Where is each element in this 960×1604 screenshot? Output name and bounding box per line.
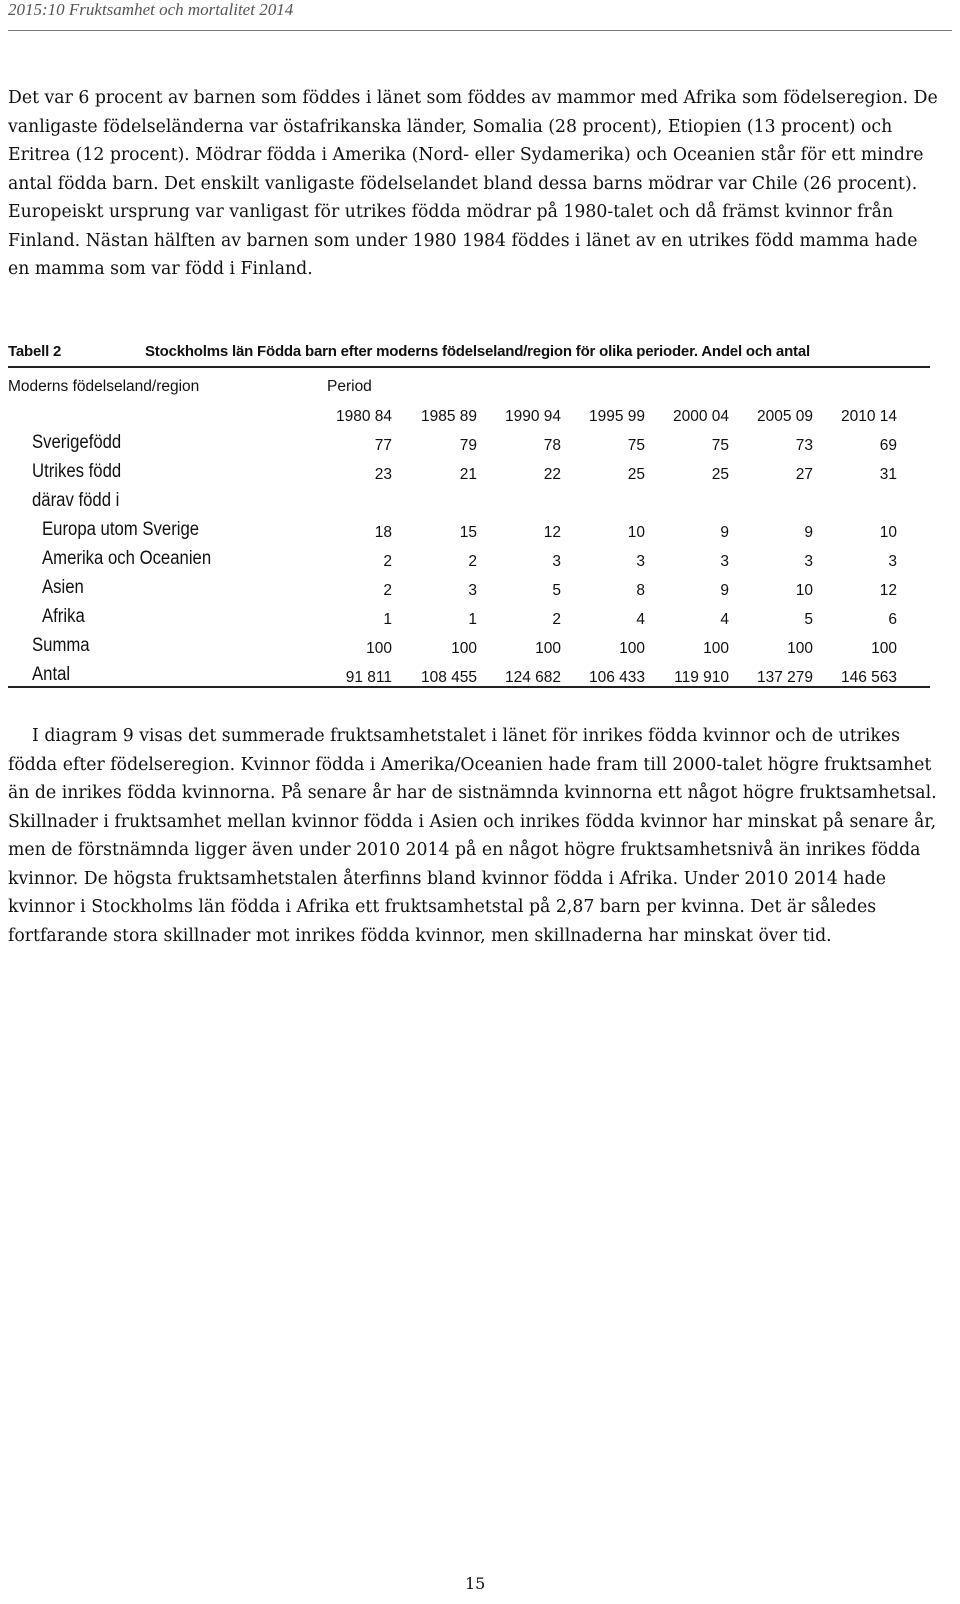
period-column-header: 2010 14 (840, 408, 897, 425)
table-cell: 108 455 (420, 669, 477, 686)
table-cell: 12 (879, 582, 897, 599)
table-cell: 1 (468, 611, 477, 628)
table-cell: 21 (459, 466, 477, 483)
table-cell: 2 (383, 553, 392, 570)
body-paragraph: I diagram 9 visas det summerade fruktsamhetstalet i länet för inrikes födda kvinnor och de utrikes födda efter födelseregion. Kvinnor födda i Amerika/Oceanien hade fram till 2000-talet högre fruktsamhet än de inrikes födda kvinnorna. På senare år har de sistnämnda kvinnorna ett något högre fruktsamhetsal. Skillnader i fruktsamhet mellan kvinnor födda i Asien och inrikes födda kvinnor har minskat på senare år, men de förstnämnda ligger även under 2010 2014 på en något högre fruktsamhetsnivå än inrikes födda kvinnor. De högsta fruktsamhetstalen återfinns bland kvinnor födda i Afrika. Under 2010 2014 hade kvinnor i Stockholms län födda i Afrika ett fruktsamhetstal på 2,87 barn per kvinna. Det är således fortfarande stora skillnader mot inrikes födda kvinnor, men skillnaderna har minskat över tid. (8, 726, 937, 946)
table-cell: 100 (787, 640, 813, 657)
table-cell: 9 (720, 524, 729, 541)
table-cell: 25 (711, 466, 729, 483)
table-cell: 23 (374, 466, 392, 483)
table-cell: 6 (888, 611, 897, 628)
table-cell: 9 (720, 582, 729, 599)
table-cell: 9 (804, 524, 813, 541)
table-cell: 4 (636, 611, 645, 628)
table-cell: 100 (451, 640, 477, 657)
table-cell: 1 (383, 611, 392, 628)
table-row-label: Summa (32, 635, 90, 656)
table-title: Stockholms län Födda barn efter moderns födelseland/region för olika perioder. Andel och antal (145, 343, 810, 360)
table-cell: 12 (543, 524, 561, 541)
table-cell: 25 (627, 466, 645, 483)
table-row-label: Afrika (42, 606, 85, 627)
table-cell: 100 (535, 640, 561, 657)
table-row-label: Amerika och Oceanien (42, 548, 212, 569)
table-cell: 79 (459, 437, 477, 454)
table-cell: 27 (795, 466, 813, 483)
period-column-header: 2005 09 (756, 408, 813, 425)
table-cell: 146 563 (840, 669, 897, 686)
period-column-header: 1990 94 (504, 408, 561, 425)
table-cell: 10 (795, 582, 813, 599)
table-cell: 119 910 (674, 669, 729, 686)
table-cell: 5 (552, 582, 561, 599)
table-cell: 100 (619, 640, 645, 657)
table-row-label: Asien (42, 577, 84, 598)
table-period-header: Period (327, 378, 372, 395)
table-cell: 3 (804, 553, 813, 570)
table-cell: 3 (888, 553, 897, 570)
table-cell: 4 (720, 611, 729, 628)
table-cell: 69 (879, 437, 897, 454)
table-cell: 22 (543, 466, 561, 483)
table-cell: 75 (711, 437, 729, 454)
table-bottom-rule (8, 686, 930, 688)
table-cell: 106 433 (588, 669, 645, 686)
table-row-label: Utrikes född (32, 461, 122, 482)
table-cell: 2 (468, 553, 477, 570)
period-column-header: 1995 99 (588, 408, 645, 425)
table-row-label: Europa utom Sverige (42, 519, 200, 540)
table-row-label: Sverigefödd (32, 432, 122, 453)
table-cell: 73 (795, 437, 813, 454)
table-cell: 31 (879, 466, 897, 483)
table-cell: 137 279 (756, 669, 813, 686)
table-top-rule (8, 366, 930, 368)
header-divider (8, 30, 952, 31)
table-cell: 100 (871, 640, 897, 657)
table-cell: 124 682 (504, 669, 561, 686)
table-cell: 2 (552, 611, 561, 628)
table-cell: 18 (374, 524, 392, 541)
table-cell: 75 (627, 437, 645, 454)
table-cell: 5 (804, 611, 813, 628)
period-column-header: 1985 89 (420, 408, 477, 425)
table-cell: 2 (383, 582, 392, 599)
table-cell: 10 (879, 524, 897, 541)
table-cell: 78 (543, 437, 561, 454)
table-cell: 3 (552, 553, 561, 570)
table-cell: 91 811 (345, 669, 392, 686)
table-cell: 15 (459, 524, 477, 541)
period-column-header: 2000 04 (672, 408, 729, 425)
page-number: 15 (465, 1574, 486, 1593)
table-cell: 100 (366, 640, 392, 657)
table-cell: 3 (468, 582, 477, 599)
intro-paragraph: Det var 6 procent av barnen som föddes i länet som föddes av mammor med Afrika som födelseregion. De vanligaste födelseländerna var östafrikanska länder, Somalia (28 procent), Etiopien (13 procent) och Eritrea (12 procent). Mödrar födda i Amerika (Nord- eller Sydamerika) och Oceanien står för ett mindre antal födda barn. Det enskilt vanligaste födelselandet bland dessa barns mödrar var Chile (26 procent). Europeiskt ursprung var vanligast för utrikes födda mödrar på 1980-talet och då främst kvinnor från Finland. Nästan hälften av barnen som under 1980 1984 föddes i länet av en utrikes född mamma hade en mamma som var född i Finland. (8, 88, 938, 279)
running-header: 2015:10 Fruktsamhet och mortalitet 2014 (8, 0, 294, 19)
table-cell: 8 (636, 582, 645, 599)
table-number: Tabell 2 (8, 343, 62, 360)
table-row-label: därav född i (32, 490, 120, 511)
table-row-label: Antal (32, 664, 71, 685)
table-cell: 3 (720, 553, 729, 570)
table-cell: 10 (627, 524, 645, 541)
period-column-header: 1980 84 (335, 408, 392, 425)
table-cell: 77 (374, 437, 392, 454)
table-cell: 3 (636, 553, 645, 570)
table-row-header: Moderns födelseland/region (8, 378, 200, 395)
table-cell: 100 (703, 640, 729, 657)
